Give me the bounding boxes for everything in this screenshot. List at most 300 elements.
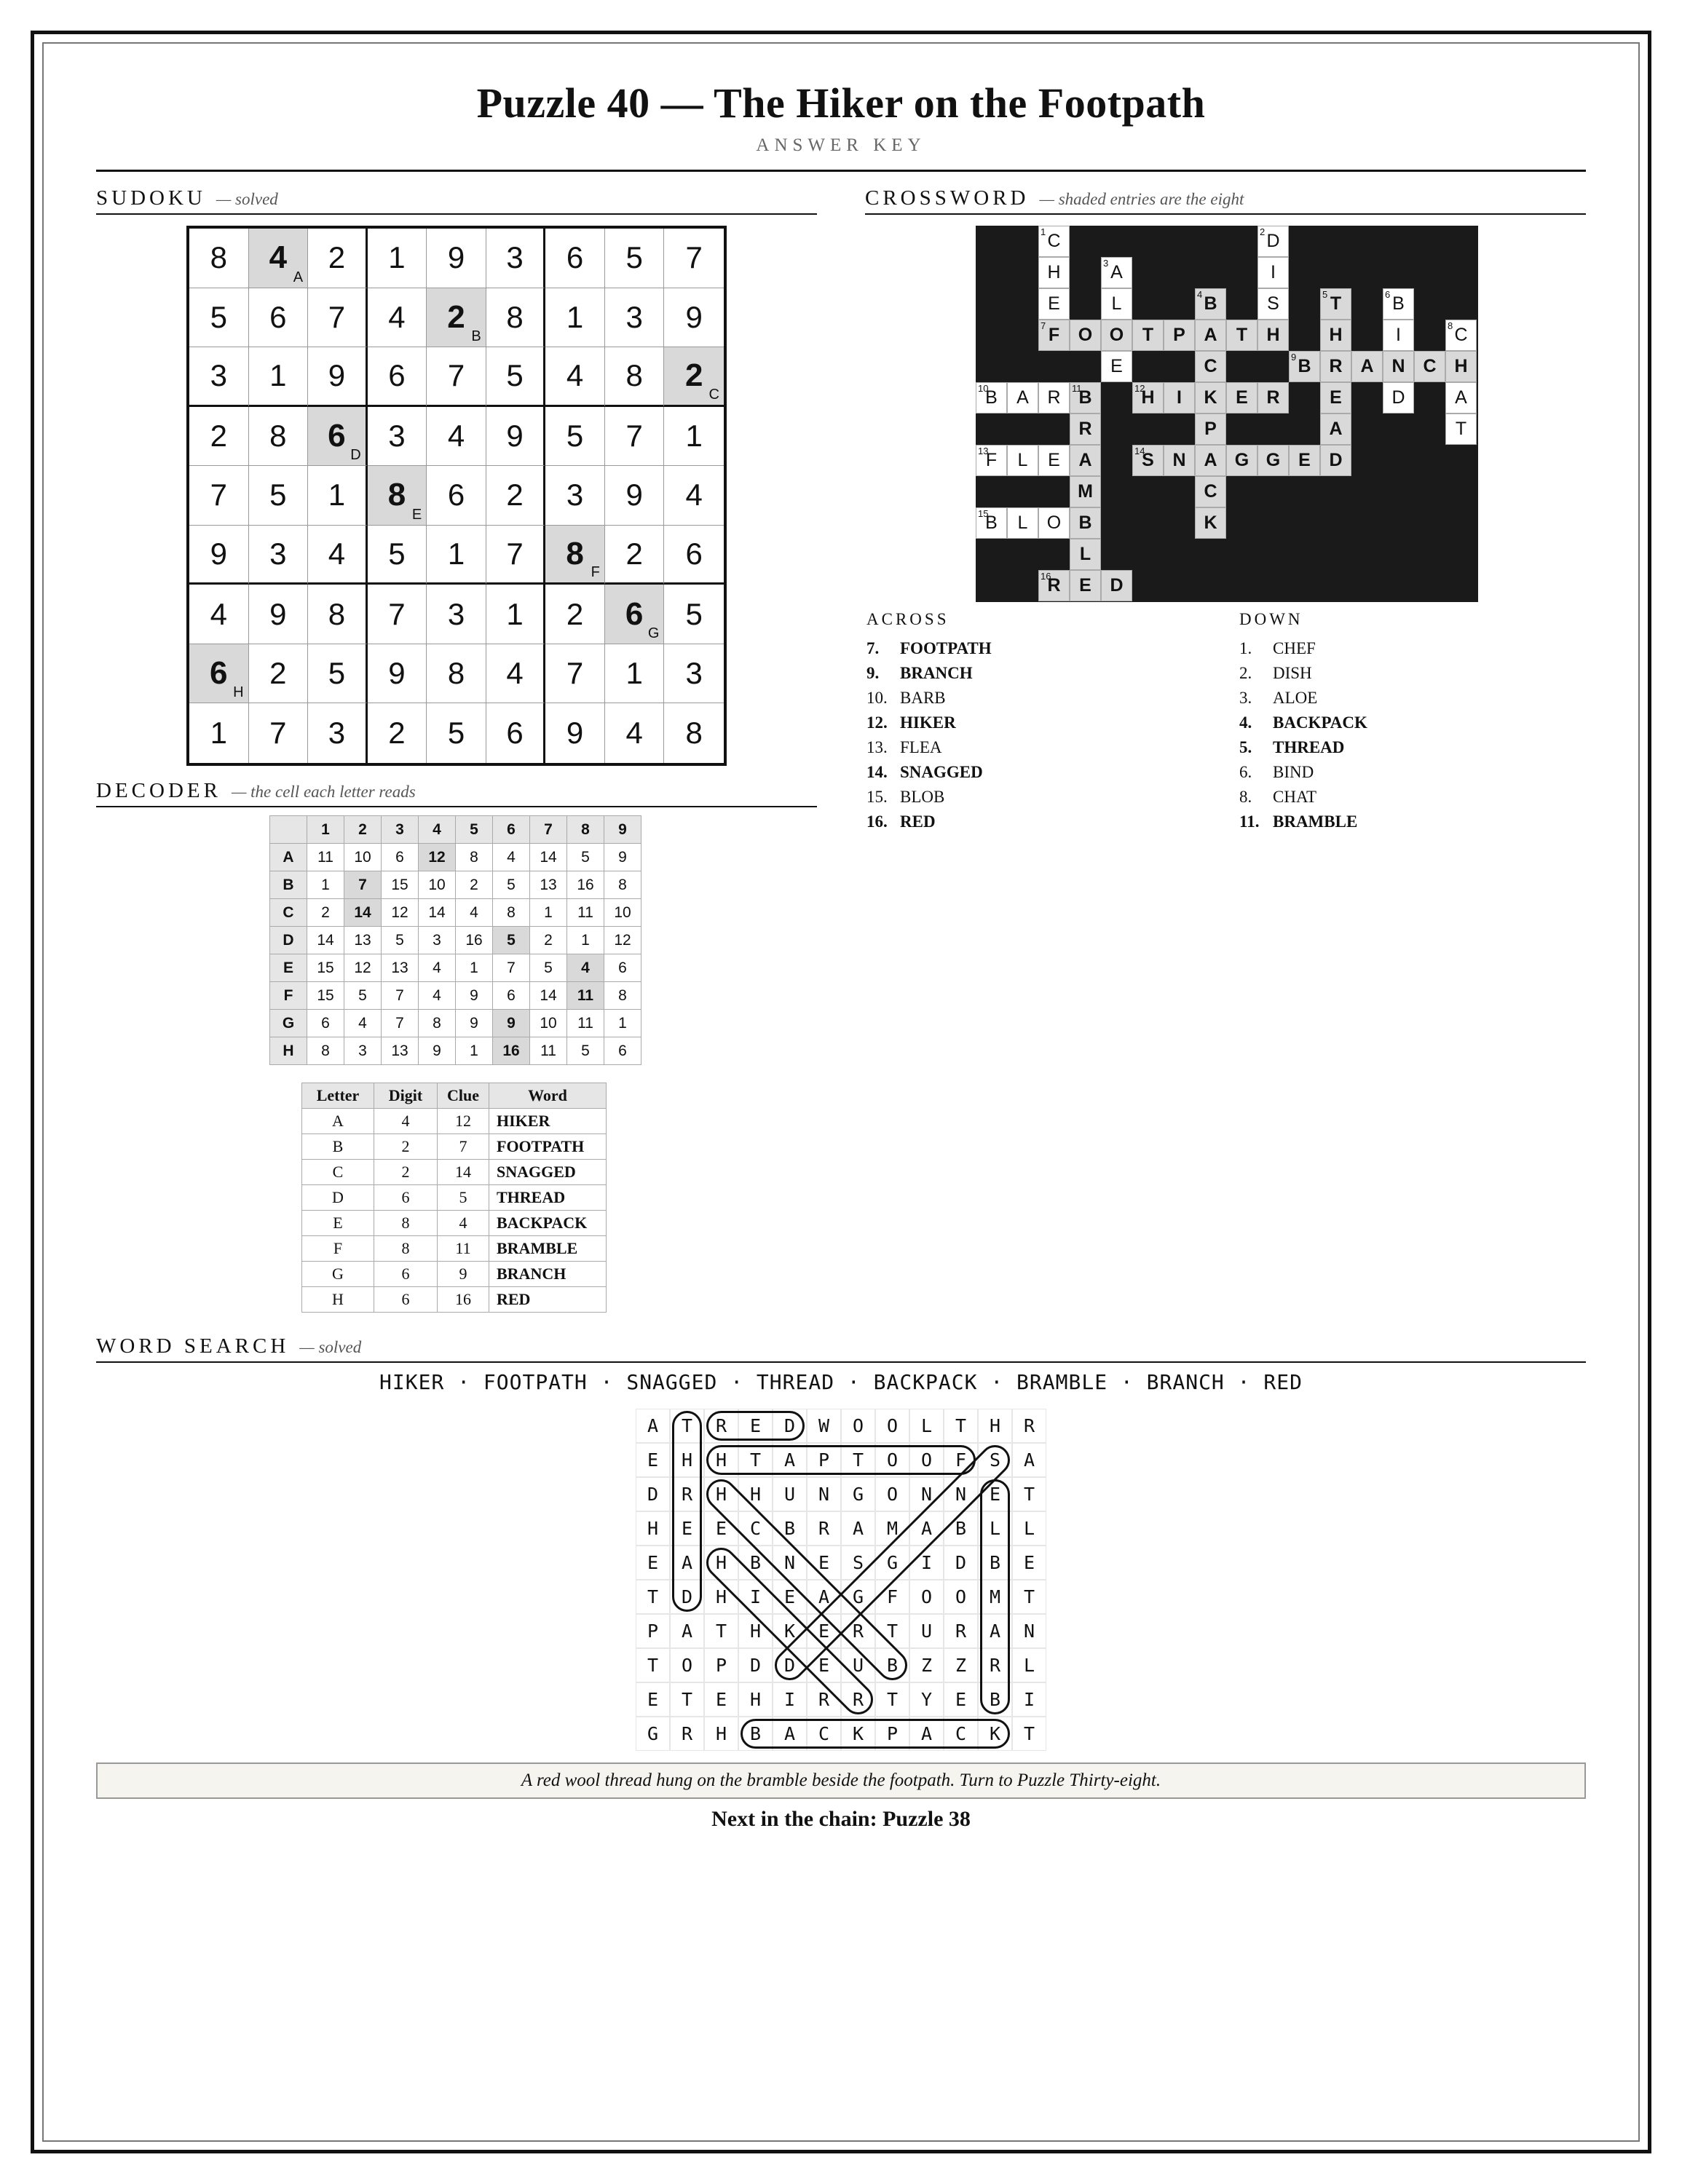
crossword-clue-number: 3 xyxy=(1103,258,1109,269)
sudoku-cell xyxy=(605,644,665,704)
sudoku-cell xyxy=(486,644,546,704)
crossword-letter: F xyxy=(985,450,998,470)
decoder-column-header: 1 xyxy=(307,816,344,844)
sudoku-digit: 6 xyxy=(685,537,703,571)
sudoku-cell xyxy=(189,644,249,704)
decoder-row-header: B xyxy=(270,871,307,899)
decoder-cell: 8 xyxy=(493,899,530,927)
wordsearch-letter: R xyxy=(670,1477,704,1511)
down-clue xyxy=(1239,785,1367,810)
decoder-cell: 8 xyxy=(604,871,641,899)
sudoku-digit: 6 xyxy=(566,240,584,275)
sudoku-heading-note: — solved xyxy=(216,190,278,208)
wordsearch-letter: K xyxy=(773,1614,807,1648)
crossword-cell xyxy=(1383,320,1414,351)
sudoku-digit: 2 xyxy=(388,716,406,751)
wordsearch-letter: S xyxy=(841,1546,875,1580)
wordsearch-grid xyxy=(636,1409,1046,1751)
wordsearch-letter: A xyxy=(1012,1443,1046,1477)
wordsearch-letter: R xyxy=(670,1717,704,1751)
sudoku-cell xyxy=(189,229,249,288)
crossword-clue-number: 16 xyxy=(1041,571,1051,582)
crossword-cell xyxy=(1257,382,1289,414)
sudoku-cell xyxy=(605,229,665,288)
crossword-letter: C xyxy=(1454,325,1468,345)
key-cell: 9 xyxy=(438,1262,489,1287)
sudoku-cell xyxy=(605,407,665,467)
clue-number: 14. xyxy=(866,763,888,781)
found-word-loop-branch xyxy=(702,1475,912,1685)
decoder-cell: 11 xyxy=(567,899,604,927)
sudoku-cell-tag: A xyxy=(293,269,304,285)
wordsearch-letter: O xyxy=(909,1580,944,1614)
wordsearch-letter: H xyxy=(704,1717,738,1751)
decoder-column-header: 8 xyxy=(567,816,604,844)
sudoku-digit: 7 xyxy=(447,358,465,393)
key-cell: FOOTPATH xyxy=(489,1134,607,1160)
key-column-header: Word xyxy=(489,1083,607,1109)
clue-number: 10. xyxy=(866,689,888,707)
crossword-cell xyxy=(1164,445,1195,476)
crossword-letter: E xyxy=(1110,356,1123,376)
decoder-cell: 2 xyxy=(456,871,493,899)
decoder-cell: 4 xyxy=(493,844,530,871)
clue-answer: ALOE xyxy=(1273,689,1318,707)
wordsearch-letter: T xyxy=(704,1614,738,1648)
wordsearch-letter: A xyxy=(670,1546,704,1580)
crossword-letter: C xyxy=(1423,356,1437,376)
crossword-cell xyxy=(1226,445,1257,476)
sudoku-digit: 9 xyxy=(625,478,643,513)
wordsearch-letter: O xyxy=(909,1443,944,1477)
sudoku-cell xyxy=(486,407,546,467)
decoder-cell: 6 xyxy=(604,1037,641,1065)
decoder-cell: 6 xyxy=(307,1010,344,1037)
down-clue xyxy=(1239,661,1367,686)
key-cell: 4 xyxy=(438,1211,489,1236)
sudoku-cell xyxy=(605,585,665,644)
wordsearch-letter: T xyxy=(1012,1580,1046,1614)
wordsearch-letter: T xyxy=(636,1648,670,1682)
found-word-loop-bramble xyxy=(982,1481,1009,1714)
clue-answer: SNAGGED xyxy=(900,763,983,781)
crossword-letter: R xyxy=(1047,387,1061,408)
decoder-row-header: D xyxy=(270,927,307,954)
crossword-letter: L xyxy=(1079,544,1091,564)
crossword-clue-number: 11 xyxy=(1072,383,1082,394)
decoder-row xyxy=(270,1037,641,1065)
crossword-grid xyxy=(976,226,1478,602)
crossword-cell xyxy=(1195,445,1226,476)
sudoku-cell xyxy=(249,703,309,763)
wordsearch-letter: P xyxy=(807,1443,841,1477)
crossword-cell xyxy=(1383,288,1414,320)
crossword-clue-number: 9 xyxy=(1291,352,1297,363)
crossword-cell xyxy=(1038,320,1070,351)
crossword-letter: T xyxy=(1236,325,1248,345)
crossword-letter: C xyxy=(1047,231,1061,251)
wordsearch-letter: E xyxy=(773,1580,807,1614)
sudoku-digit: 9 xyxy=(506,418,524,453)
key-cell: A xyxy=(302,1109,374,1134)
wordsearch-letter: L xyxy=(1012,1648,1046,1682)
key-cell: 8 xyxy=(374,1211,438,1236)
sudoku-digit: 7 xyxy=(210,478,227,513)
sudoku-cell xyxy=(545,526,605,585)
crossword-letter: H xyxy=(1266,325,1280,345)
wordsearch-letter: E xyxy=(704,1511,738,1546)
wordsearch-letter: B xyxy=(773,1511,807,1546)
key-column-header: Digit xyxy=(374,1083,438,1109)
crossword-cell xyxy=(1070,414,1101,445)
decoder-cell: 13 xyxy=(382,954,419,982)
sudoku-digit: 8 xyxy=(506,299,524,334)
crossword-letter: A xyxy=(1110,262,1123,282)
sudoku-cell xyxy=(545,644,605,704)
wordsearch-letter: E xyxy=(636,1443,670,1477)
sudoku-digit: 4 xyxy=(388,299,406,334)
sudoku-cell xyxy=(368,526,427,585)
sudoku-digit: 4 xyxy=(685,478,703,513)
sudoku-digit: 9 xyxy=(210,537,227,571)
sudoku-grid xyxy=(186,226,727,766)
sudoku-cell xyxy=(664,288,724,348)
wordsearch-letter: G xyxy=(841,1477,875,1511)
sudoku-digit: 7 xyxy=(506,537,524,571)
sudoku-cell xyxy=(545,229,605,288)
crossword-letter: A xyxy=(1329,419,1343,439)
key-cell: 2 xyxy=(374,1134,438,1160)
crossword-letter: A xyxy=(1078,450,1092,470)
down-clue xyxy=(1239,686,1367,711)
sudoku-digit: 2 xyxy=(269,656,287,691)
crossword-cell xyxy=(1038,382,1070,414)
crossword-clue-number: 14 xyxy=(1134,446,1145,456)
crossword-cell xyxy=(1195,507,1226,539)
wordsearch-letter: H xyxy=(704,1546,738,1580)
crossword-letter: T xyxy=(1142,325,1154,345)
sudoku-digit: 8 xyxy=(685,716,703,751)
sudoku-digit: 5 xyxy=(685,596,703,631)
wordsearch-letter: C xyxy=(944,1717,978,1751)
decoder-cell: 4 xyxy=(419,982,456,1010)
sudoku-cell xyxy=(189,585,249,644)
crossword-cell xyxy=(1070,382,1101,414)
crossword-cell xyxy=(1289,351,1320,382)
sudoku-digit: 3 xyxy=(388,418,406,453)
sudoku-cell xyxy=(249,585,309,644)
sudoku-cell xyxy=(308,585,368,644)
decoder-cell: 4 xyxy=(344,1010,382,1037)
decoder-cell: 15 xyxy=(307,982,344,1010)
key-cell: C xyxy=(302,1160,374,1185)
sudoku-cell xyxy=(368,466,427,526)
wordsearch-letter: T xyxy=(944,1409,978,1443)
crossword-cell xyxy=(1038,445,1070,476)
title-rule xyxy=(96,170,1586,172)
wordsearch-heading-note: — solved xyxy=(299,1338,362,1356)
clue-number: 1. xyxy=(1239,639,1252,657)
decoder-cell: 5 xyxy=(493,927,530,954)
decoder-cell: 13 xyxy=(530,871,567,899)
crossword-cell xyxy=(1132,320,1164,351)
wordsearch-letter: P xyxy=(875,1717,909,1751)
sudoku-cell xyxy=(189,347,249,407)
wordsearch-letter: E xyxy=(807,1546,841,1580)
crossword-clue-number: 12 xyxy=(1134,383,1145,394)
clue-answer: DISH xyxy=(1273,664,1312,682)
sudoku-digit: 9 xyxy=(269,596,287,631)
crossword-letter: E xyxy=(1048,293,1060,314)
crossword-letter: C xyxy=(1204,481,1217,502)
sudoku-cell xyxy=(308,466,368,526)
wordsearch-letter: U xyxy=(841,1648,875,1682)
sudoku-cell xyxy=(486,229,546,288)
sudoku-digit: 3 xyxy=(328,716,346,751)
across-clue xyxy=(866,735,992,760)
sudoku-cell xyxy=(249,347,309,407)
wordsearch-letter: E xyxy=(1012,1546,1046,1580)
sudoku-digit: 8 xyxy=(387,477,406,513)
sudoku-digit: 1 xyxy=(388,240,406,275)
decoder-cell: 14 xyxy=(530,982,567,1010)
sudoku-cell xyxy=(249,526,309,585)
sudoku-digit: 5 xyxy=(625,240,643,275)
crossword-letter: A xyxy=(1455,387,1467,408)
wordsearch-letter: A xyxy=(978,1614,1012,1648)
crossword-cell xyxy=(1070,445,1101,476)
crossword-letter: H xyxy=(1047,262,1061,282)
wordsearch-letter: H xyxy=(738,1477,773,1511)
sudoku-digit: 2 xyxy=(328,240,346,275)
sudoku-cell xyxy=(189,288,249,348)
sudoku-cell xyxy=(545,347,605,407)
sudoku-cell xyxy=(368,407,427,467)
crossword-clue-number: 2 xyxy=(1260,226,1266,237)
wordsearch-letter: R xyxy=(978,1648,1012,1682)
wordsearch-letter: E xyxy=(636,1546,670,1580)
wordsearch-letter: S xyxy=(978,1443,1012,1477)
sudoku-cell xyxy=(605,288,665,348)
decoder-table xyxy=(269,815,641,1065)
sudoku-cell xyxy=(427,585,486,644)
decoder-cell: 5 xyxy=(530,954,567,982)
sudoku-digit: 8 xyxy=(566,536,584,572)
across-clue xyxy=(866,785,992,810)
sudoku-digit: 1 xyxy=(685,418,703,453)
sudoku-digit: 8 xyxy=(447,656,465,691)
sudoku-digit: 8 xyxy=(625,358,643,393)
crossword-letter: K xyxy=(1204,513,1217,533)
crossword-letter: I xyxy=(1177,387,1182,408)
crossword-letter: N xyxy=(1391,356,1405,376)
wordsearch-letter: T xyxy=(875,1614,909,1648)
crossword-letter: E xyxy=(1298,450,1311,470)
clue-answer: BLOB xyxy=(900,788,945,806)
decoder-cell: 9 xyxy=(419,1037,456,1065)
decoder-column-header: 7 xyxy=(530,816,567,844)
sudoku-cell xyxy=(605,347,665,407)
sudoku-digit: 3 xyxy=(685,656,703,691)
wordsearch-heading-label: WORD SEARCH xyxy=(96,1334,290,1358)
next-puzzle: Next in the chain: Puzzle 38 xyxy=(711,1807,971,1831)
sudoku-cell xyxy=(486,703,546,763)
crossword-cell xyxy=(1101,351,1132,382)
wordsearch-letter: O xyxy=(944,1580,978,1614)
sudoku-digit: 4 xyxy=(269,240,288,276)
crossword-letter: B xyxy=(985,387,998,408)
crossword-cell xyxy=(1007,382,1038,414)
solution-message: A red wool thread hung on the bramble beside the footpath. Turn to Puzzle Thirty-eight. xyxy=(96,1762,1586,1799)
decoder-cell: 11 xyxy=(530,1037,567,1065)
wordsearch-letter: R xyxy=(807,1511,841,1546)
sudoku-cell xyxy=(664,229,724,288)
sudoku-digit: 4 xyxy=(447,418,465,453)
sudoku-digit: 1 xyxy=(269,358,287,393)
sudoku-cell xyxy=(189,466,249,526)
decoder-cell: 14 xyxy=(307,927,344,954)
crossword-cell xyxy=(1445,382,1477,414)
key-row xyxy=(302,1134,607,1160)
clue-answer: FLEA xyxy=(900,738,942,756)
wordsearch-letter: F xyxy=(944,1443,978,1477)
wordsearch-letter: R xyxy=(807,1682,841,1717)
wordsearch-letter: N xyxy=(1012,1614,1046,1648)
decoder-cell: 11 xyxy=(567,982,604,1010)
wordsearch-letter: E xyxy=(944,1682,978,1717)
wordsearch-letter: L xyxy=(909,1409,944,1443)
sudoku-cell xyxy=(308,407,368,467)
sudoku-digit: 2 xyxy=(447,298,465,335)
key-cell: 6 xyxy=(374,1185,438,1211)
crossword-cell xyxy=(1195,288,1226,320)
decoder-cell: 12 xyxy=(344,954,382,982)
sudoku-cell xyxy=(545,585,605,644)
key-column-header: Clue xyxy=(438,1083,489,1109)
decoder-cell: 1 xyxy=(456,954,493,982)
decoder-column-header: 3 xyxy=(382,816,419,844)
decoder-row-header: C xyxy=(270,899,307,927)
sudoku-digit: 6 xyxy=(269,299,287,334)
wordsearch-letter: H xyxy=(738,1614,773,1648)
crossword-cell xyxy=(1038,570,1070,601)
wordsearch-letter: A xyxy=(807,1580,841,1614)
crossword-letter: H xyxy=(1141,387,1155,408)
key-cell: BACKPACK xyxy=(489,1211,607,1236)
sudoku-digit: 8 xyxy=(328,596,346,631)
crossword-letter: B xyxy=(1078,513,1092,533)
wordsearch-letter: T xyxy=(875,1682,909,1717)
wordsearch-letter: Y xyxy=(909,1682,944,1717)
decoder-column-header: 5 xyxy=(456,816,493,844)
sudoku-digit: 6 xyxy=(328,417,346,454)
sudoku-cell xyxy=(368,347,427,407)
sudoku-cell xyxy=(427,466,486,526)
crossword-cell xyxy=(1383,382,1414,414)
sudoku-cell xyxy=(308,644,368,704)
found-word-loop-thread xyxy=(674,1412,701,1611)
crossword-cell xyxy=(1101,288,1132,320)
sudoku-cell xyxy=(486,585,546,644)
key-row xyxy=(302,1109,607,1134)
found-word-loop-snagged xyxy=(770,1441,1015,1685)
key-cell: 7 xyxy=(438,1134,489,1160)
wordsearch-letter: N xyxy=(773,1546,807,1580)
sudoku-cell-tag: D xyxy=(350,447,361,464)
sudoku-cell xyxy=(664,347,724,407)
decoder-row xyxy=(270,844,641,871)
crossword-letter: I xyxy=(1271,262,1276,282)
decoder-cell: 1 xyxy=(567,927,604,954)
decoder-cell: 16 xyxy=(567,871,604,899)
crossword-cell xyxy=(1007,507,1038,539)
sudoku-digit: 2 xyxy=(625,537,643,571)
crossword-letter: D xyxy=(1110,575,1124,596)
crossword-letter: P xyxy=(1173,325,1185,345)
sudoku-cell xyxy=(486,347,546,407)
clue-number: 3. xyxy=(1239,689,1252,707)
decoder-cell: 5 xyxy=(344,982,382,1010)
crossword-cell xyxy=(1195,414,1226,445)
sudoku-cell xyxy=(368,585,427,644)
decoder-heading xyxy=(96,779,817,807)
decoder-cell: 12 xyxy=(604,927,641,954)
wordsearch-letter: O xyxy=(841,1409,875,1443)
crossword-cell xyxy=(1445,351,1477,382)
clue-number: 4. xyxy=(1239,713,1252,732)
sudoku-digit: 5 xyxy=(388,537,406,571)
sudoku-digit: 7 xyxy=(566,656,584,691)
key-cell: E xyxy=(302,1211,374,1236)
sudoku-cell xyxy=(664,585,724,644)
decoder-cell: 9 xyxy=(604,844,641,871)
sudoku-cell xyxy=(427,644,486,704)
clue-answer: BACKPACK xyxy=(1273,713,1367,732)
crossword-cell xyxy=(976,507,1007,539)
sudoku-cell-tag: C xyxy=(708,386,719,403)
wordsearch-letter: H xyxy=(978,1409,1012,1443)
sudoku-digit: 2 xyxy=(684,357,703,394)
sudoku-digit: 9 xyxy=(447,240,465,275)
crossword-letter: A xyxy=(1204,450,1217,470)
decoder-row-header: G xyxy=(270,1010,307,1037)
wordsearch-letter: E xyxy=(636,1682,670,1717)
sudoku-cell xyxy=(308,526,368,585)
wordsearch-letter: N xyxy=(807,1477,841,1511)
crossword-letter: R xyxy=(1266,387,1280,408)
crossword-cell xyxy=(1038,288,1070,320)
sudoku-digit: 4 xyxy=(625,716,643,751)
sudoku-digit: 3 xyxy=(566,478,584,513)
decoder-row xyxy=(270,871,641,899)
wordsearch-letter: I xyxy=(738,1580,773,1614)
decoder-column-header: 4 xyxy=(419,816,456,844)
crossword-cell xyxy=(1383,351,1414,382)
crossword-letter: S xyxy=(1267,293,1279,314)
wordsearch-letter: H xyxy=(704,1580,738,1614)
clue-number: 12. xyxy=(866,713,888,732)
wordsearch-letter: H xyxy=(738,1682,773,1717)
wordsearch-letter: P xyxy=(636,1614,670,1648)
sudoku-heading-label: SUDOKU xyxy=(96,186,206,210)
decoder-cell: 7 xyxy=(344,871,382,899)
key-column-header: Letter xyxy=(302,1083,374,1109)
decoder-column-header: 9 xyxy=(604,816,641,844)
decoder-cell: 11 xyxy=(567,1010,604,1037)
crossword-letter: B xyxy=(1392,293,1405,314)
decoder-cell: 2 xyxy=(307,899,344,927)
crossword-clue-number: 7 xyxy=(1041,320,1046,331)
